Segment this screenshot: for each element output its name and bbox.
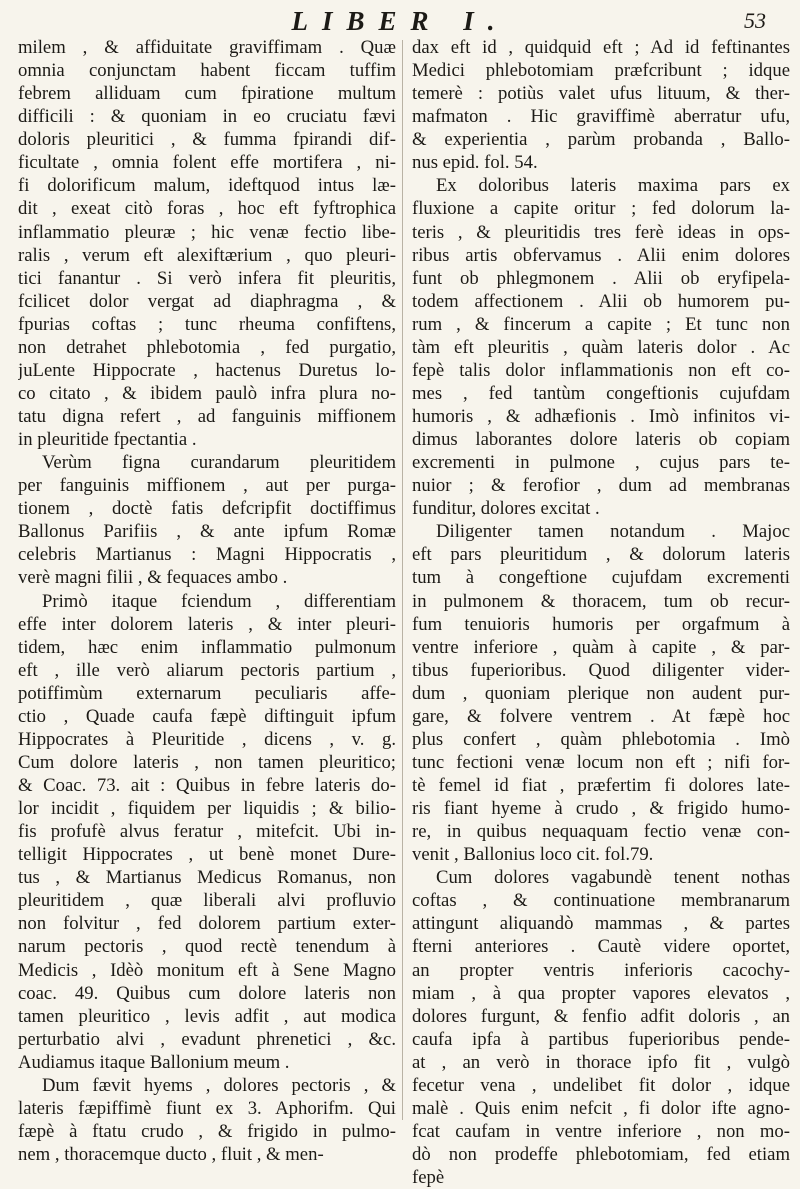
text-line: in pulmonem & thoracem, tum ob recur- (412, 590, 790, 612)
text-line: funt ob phlegmonem . Alii ob eryfipela- (412, 267, 790, 289)
text-line: tibus fuperioribus. Quod diligenter vider- (412, 659, 790, 681)
text-line: co citato , & ibidem paulò infra plura no- (18, 382, 396, 404)
text-line: non folvitur , fed dolorem partium exter- (18, 913, 396, 935)
text-line: tidem, hæc enim inflammatio pulmonum (18, 636, 396, 658)
text-line: verè magni filii , & fequaces ambo . (18, 567, 288, 589)
text-line: Audiamus itaque Ballonium meum . (18, 1051, 290, 1073)
text-line: fepè talis dolor inflammationis non eft co- (412, 359, 790, 381)
running-title: LIBER I. (291, 6, 509, 36)
text-line: difficili : & quoniam in eo cruciatu fævi (18, 106, 396, 128)
text-line: miam , à qua propter vapores elevatos , (412, 982, 790, 1004)
text-line: febrem alliduam cum fpiratione multum (18, 83, 396, 105)
text-line: excrementi in pulmone , cujus pars te- (412, 452, 790, 474)
text-line: non detrahet phlebotomia , fed purgatio, (18, 336, 396, 358)
text-line: temerè : potiùs valet ufus lituum, & ther- (412, 83, 790, 105)
text-line: dit , exeat citò foras , hoc eft fyftrophica (18, 198, 396, 220)
text-line: milem , & affiduitate graviffimam . Quæ (18, 37, 396, 58)
page-header (0, 6, 800, 40)
text-line: tè femel id fiat , præfertim fi dolores late- (412, 775, 790, 796)
text-line: dò non prodeffe phlebotomiam, fed etiam (412, 1144, 790, 1165)
text-line: potiffimùm externarum peculiaris affe- (18, 682, 396, 704)
text-line: fum tenuioris humoris per orgafmum à (412, 613, 790, 635)
text-line: fecetur vena , undelibet fit dolor , idque (412, 1074, 790, 1096)
text-line: Ballonus Parifiis , & ante ipfum Romæ (18, 521, 396, 543)
text-line: coac. 49. Quibus cum dolore lateris non (18, 982, 396, 1004)
text-line: fcilicet dolor vergat ad diaphragma , & (18, 290, 396, 312)
text-line: tàm eft pleuritis , quàm lateris dolor . Ac (412, 336, 790, 358)
text-line: fæpè à ftatu crudo , & frigido in pulmo- (18, 1120, 396, 1142)
text-line: ctio , Quade caufa fæpè diftinguit ipfum (18, 705, 396, 727)
text-line: mes , fed tantùm congeftionis cujufdam (412, 382, 790, 404)
text-line: tamen pleuritico , levis adfit , aut modica (18, 1005, 396, 1027)
text-line: dax eft id , quidquid eft ; Ad id feftinantes (412, 37, 790, 58)
text-line: Primò itaque fciendum , differentiam (42, 590, 396, 612)
text-line: coftas , & continuatione membranarum (412, 890, 790, 912)
text-line: fpurias coftas ; tunc rheuma confiftens, (18, 313, 396, 335)
text-line: attingunt aliquandò mammas , & partes (412, 913, 790, 935)
text-line: malè . Quis enim nefcit , fi dolor ifte agno- (412, 1097, 790, 1119)
text-line: tunc fectioni venæ locum non eft ; nifi for- (412, 751, 790, 773)
text-line: inflammatio pleuræ ; hic venæ fectio libe- (18, 221, 396, 243)
text-line: Dum fævit hyems , dolores pectoris , & (42, 1074, 396, 1096)
text-line: teris , & pleuritidis tres ferè ideas in ops- (412, 221, 790, 243)
text-line: narum pectoris , quod rectè tenendum à (18, 936, 396, 958)
text-line: tici fanantur . Si verò infera fit pleuritis, (18, 267, 396, 289)
text-line: fepè (412, 1167, 445, 1189)
text-line: caufa ipfa à partibus fuperioribus pende- (412, 1028, 790, 1050)
text-line: nem , thoracemque ducto , fluit , & men- (18, 1144, 324, 1165)
text-line: doloris pleuritici , & fumma fpirandi dif- (18, 129, 396, 151)
text-line: Cum dolore lateris , non tamen pleuritico; (18, 751, 396, 773)
column-divider (402, 40, 403, 1120)
right-text-column (412, 36, 790, 1189)
text-line: dolores furgunt, & fenfio adfit doloris , an (412, 1005, 790, 1027)
text-line: dum , quoniam plerique non audent pur- (412, 682, 790, 704)
left-text-column (18, 36, 396, 1166)
text-line: perturbatio alvi , evadunt phrenetici , &c. (18, 1028, 396, 1050)
text-line: celebris Martianus : Magni Hippocratis , (18, 544, 396, 566)
text-line: gare, & folvere ventrem . At fæpè hoc (412, 705, 790, 727)
text-line: lor incidit , fiquidem per liquidis ; & bilio- (18, 798, 396, 820)
text-line: lateris fæpiffimè fiunt ex 3. Aphorifm. Qui (18, 1097, 396, 1119)
text-line: fis profufè alvus feratur , mitefcit. Ubi in- (18, 821, 396, 843)
text-line: an propter ventris inferioris cacochy- (412, 959, 790, 981)
text-line: eft , ille verò aliarum pectoris partium , (18, 659, 396, 681)
text-line: fcat caufam in ventre inferiore , non mo- (412, 1120, 790, 1142)
text-line: mafmaton . Hic graviffimè aberratur ufu, (412, 106, 790, 128)
text-line: at , an verò in thorace ipfo fit , vulgò (412, 1051, 790, 1073)
text-line: ribus artis obfervamus . Alii enim dolores (412, 244, 790, 266)
text-line: pleuritidem , quæ liberali alvi profluvio (18, 890, 396, 912)
text-line: ralis , verum eft alexiftærium , quo pleuri- (18, 244, 396, 266)
page-number: 53 (744, 8, 766, 33)
text-line: eft pars pleuritidum , & dolorum lateris (412, 544, 790, 566)
text-line: ris fiant hyeme à crudo , & frigido humo- (412, 798, 790, 820)
text-line: humoris , & adhæfionis . Imò infinitos vi- (412, 406, 790, 427)
text-line: in pleuritide fpectantia . (18, 429, 197, 451)
text-line: per fanguinis miffionem , aut per purga- (18, 475, 396, 497)
text-line: venit , Ballonius loco cit. fol.79. (412, 844, 654, 866)
text-line: Cum dolores vagabundè tenent nothas (436, 867, 790, 889)
text-line: & experientia , parùm probanda , Ballo- (412, 129, 790, 151)
text-line: effe inter dolorem lateris , & inter pleuri- (18, 613, 396, 635)
text-line: fterni anteriores . Cautè videre oportet, (412, 936, 790, 958)
text-line: ficultate , omnia folent effe mortifera , ni- (18, 152, 396, 174)
text-line: nus epid. fol. 54. (412, 152, 538, 174)
text-line: plus confert , quàm phlebotomia . Imò (412, 728, 790, 750)
text-line: fluxione a capite oritur ; fed dolorum la- (412, 198, 790, 220)
text-line: rum , & fincerum a capite ; Et tunc non (412, 313, 790, 335)
text-line: Medici phlebotomiam præfcribunt ; idque (412, 60, 790, 82)
text-line: omnia conjunctam habent ficcam tuffim (18, 60, 396, 82)
text-line: tus , & Martianus Medicus Romanus, non (18, 867, 396, 889)
text-line: todem affectionem . Alii ob humorem pu- (412, 290, 790, 312)
text-line: & Coac. 73. ait : Quibus in febre lateris do- (18, 775, 396, 796)
text-line: ventre inferiore , quàm à capite , & par- (412, 636, 790, 658)
text-line: juLente Hippocrate , hactenus Duretus lo- (18, 359, 396, 381)
text-line: Hippocrates à Pleuritide , dicens , v. g. (18, 728, 396, 750)
text-line: fi dolorificum malum, ideftquod intus læ- (18, 175, 396, 197)
text-line: dimus laborantes dolore lateris ob copiam (412, 429, 790, 451)
text-line: Ex doloribus lateris maxima pars ex (436, 175, 790, 197)
text-line: re, in quibus nequaquam fectio venæ con- (412, 821, 790, 843)
text-line: Verùm figna curandarum pleuritidem (42, 452, 396, 474)
text-line: funditur, dolores excitat . (412, 498, 600, 520)
text-line: tatu digna refert , ad fanguinis miffionem (18, 406, 396, 427)
text-line: telligit Hippocrates , ut benè monet Dure- (18, 844, 396, 866)
text-line: Medicis , Idèò monitum eft à Sene Magno (18, 959, 396, 981)
text-line: Diligenter tamen notandum . Majoc (436, 521, 790, 543)
text-line: nuior ; & ferofior , dum ad membranas (412, 475, 790, 497)
text-line: tum à congeftione cujufdam excrementi (412, 567, 790, 589)
text-line: tionem , doctè fatis defcripfit doctiffimus (18, 498, 396, 520)
